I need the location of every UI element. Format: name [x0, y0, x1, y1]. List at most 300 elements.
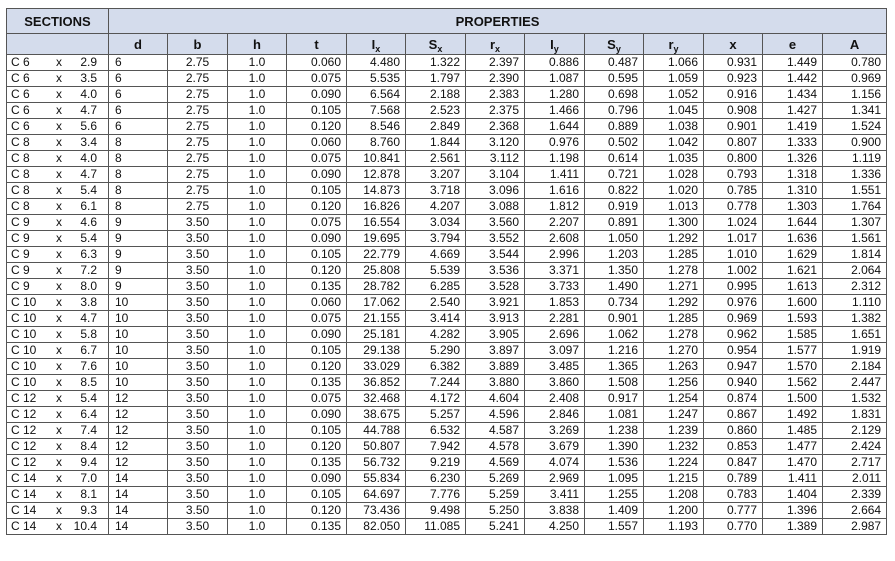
property-cell: 0.919 — [585, 199, 644, 215]
property-cell: 4.172 — [406, 391, 466, 407]
property-cell: 0.800 — [704, 151, 763, 167]
property-cell: 2.696 — [525, 327, 585, 343]
section-cell — [7, 135, 109, 151]
property-cell: 1.492 — [763, 407, 823, 423]
property-cell: 0.860 — [704, 423, 763, 439]
property-cell: 10 — [109, 311, 168, 327]
property-cell: 3.905 — [466, 327, 525, 343]
property-cell: 1.119 — [823, 151, 887, 167]
section-weight: 6.4 — [80, 407, 97, 421]
property-cell: 1.365 — [585, 359, 644, 375]
property-cell: 1.271 — [644, 279, 704, 295]
property-cell: 2.368 — [466, 119, 525, 135]
property-cell: 2.129 — [823, 423, 887, 439]
property-cell: 0.917 — [585, 391, 644, 407]
property-cell: 1.644 — [763, 215, 823, 231]
property-cell: 1.0 — [228, 439, 287, 455]
property-cell: 2.561 — [406, 151, 466, 167]
section-x-separator: x — [56, 311, 62, 325]
property-cell: 1.466 — [525, 103, 585, 119]
column-header — [228, 34, 287, 55]
section-weight: 4.6 — [80, 215, 97, 229]
property-cell: 1.797 — [406, 71, 466, 87]
section-designation: C 6 — [11, 87, 30, 101]
property-cell: 1.389 — [763, 519, 823, 535]
property-cell: 1.270 — [644, 343, 704, 359]
property-cell: 2.408 — [525, 391, 585, 407]
section-x-separator: x — [56, 87, 62, 101]
property-cell: 0.770 — [704, 519, 763, 535]
property-cell: 4.569 — [466, 455, 525, 471]
property-cell: 1.449 — [763, 55, 823, 71]
property-cell: 1.651 — [823, 327, 887, 343]
column-header — [644, 34, 704, 55]
property-cell: 1.0 — [228, 343, 287, 359]
property-cell: 4.604 — [466, 391, 525, 407]
property-cell: 4.596 — [466, 407, 525, 423]
section-designation: C 12 — [11, 423, 37, 437]
property-cell: 3.50 — [168, 407, 228, 423]
property-cell: 1.0 — [228, 119, 287, 135]
property-cell: 64.697 — [347, 487, 406, 503]
property-cell: 1.532 — [823, 391, 887, 407]
property-cell: 10 — [109, 295, 168, 311]
property-cell: 3.112 — [466, 151, 525, 167]
property-cell: 3.104 — [466, 167, 525, 183]
section-x-separator: x — [56, 343, 62, 357]
property-cell: 2.969 — [525, 471, 585, 487]
section-designation: C 10 — [11, 375, 37, 389]
property-cell: 1.0 — [228, 199, 287, 215]
property-cell: 1.427 — [763, 103, 823, 119]
property-cell: 3.560 — [466, 215, 525, 231]
table-row — [7, 407, 887, 423]
property-cell: 12 — [109, 455, 168, 471]
property-cell: 3.880 — [466, 375, 525, 391]
property-cell: 1.0 — [228, 103, 287, 119]
table-row — [7, 391, 887, 407]
property-cell: 5.250 — [466, 503, 525, 519]
column-header-symbol: e — [788, 36, 797, 52]
property-cell: 12 — [109, 407, 168, 423]
property-cell: 3.50 — [168, 359, 228, 375]
property-cell: 2.75 — [168, 199, 228, 215]
property-cell: 0.060 — [287, 295, 347, 311]
section-x-separator: x — [56, 407, 62, 421]
section-x-separator: x — [56, 519, 62, 533]
property-cell: 10 — [109, 327, 168, 343]
section-x-separator: x — [56, 119, 62, 133]
property-cell: 11.085 — [406, 519, 466, 535]
section-x-separator: x — [56, 359, 62, 373]
section-cell — [7, 423, 109, 439]
property-cell: 1.0 — [228, 375, 287, 391]
column-header-symbol: t — [314, 36, 319, 52]
property-cell: 1.561 — [823, 231, 887, 247]
property-cell: 0.874 — [704, 391, 763, 407]
property-cell: 4.282 — [406, 327, 466, 343]
property-cell: 3.552 — [466, 231, 525, 247]
property-cell: 1.017 — [704, 231, 763, 247]
property-cell: 4.480 — [347, 55, 406, 71]
property-cell: 3.528 — [466, 279, 525, 295]
section-designation: C 14 — [11, 503, 37, 517]
property-cell: 1.278 — [644, 263, 704, 279]
property-cell: 3.50 — [168, 519, 228, 535]
property-cell: 0.976 — [525, 135, 585, 151]
property-cell: 9 — [109, 215, 168, 231]
table-row — [7, 231, 887, 247]
property-cell: 1.042 — [644, 135, 704, 151]
property-cell: 1.396 — [763, 503, 823, 519]
property-cell: 2.011 — [823, 471, 887, 487]
property-cell: 0.785 — [704, 183, 763, 199]
property-cell: 1.303 — [763, 199, 823, 215]
section-cell — [7, 471, 109, 487]
property-cell: 5.535 — [347, 71, 406, 87]
property-cell: 1.0 — [228, 215, 287, 231]
property-cell: 0.090 — [287, 471, 347, 487]
section-weight: 4.7 — [80, 103, 97, 117]
property-cell: 0.853 — [704, 439, 763, 455]
property-cell: 1.593 — [763, 311, 823, 327]
property-cell: 1.247 — [644, 407, 704, 423]
property-cell: 19.695 — [347, 231, 406, 247]
property-cell: 0.075 — [287, 71, 347, 87]
section-weight: 5.4 — [80, 183, 97, 197]
property-cell: 0.105 — [287, 343, 347, 359]
property-cell: 0.614 — [585, 151, 644, 167]
section-designation: C 6 — [11, 55, 30, 69]
property-cell: 1.333 — [763, 135, 823, 151]
property-cell: 1.764 — [823, 199, 887, 215]
property-cell: 0.916 — [704, 87, 763, 103]
section-cell — [7, 199, 109, 215]
property-cell: 0.734 — [585, 295, 644, 311]
property-cell: 9 — [109, 247, 168, 263]
property-cell: 1.524 — [823, 119, 887, 135]
table-row — [7, 215, 887, 231]
section-x-separator: x — [56, 423, 62, 437]
property-cell: 1.853 — [525, 295, 585, 311]
property-cell: 5.241 — [466, 519, 525, 535]
property-cell: 14 — [109, 519, 168, 535]
property-cell: 0.120 — [287, 503, 347, 519]
property-cell: 0.969 — [823, 71, 887, 87]
property-cell: 1.0 — [228, 471, 287, 487]
property-cell: 1.208 — [644, 487, 704, 503]
section-designation: C 6 — [11, 119, 30, 133]
property-cell: 1.0 — [228, 135, 287, 151]
property-cell: 16.826 — [347, 199, 406, 215]
table-row — [7, 471, 887, 487]
property-cell: 1.239 — [644, 423, 704, 439]
property-cell: 2.383 — [466, 87, 525, 103]
section-designation: C 6 — [11, 71, 30, 85]
property-cell: 0.976 — [704, 295, 763, 311]
property-cell: 3.50 — [168, 487, 228, 503]
property-cell: 3.120 — [466, 135, 525, 151]
section-cell — [7, 407, 109, 423]
property-cell: 16.554 — [347, 215, 406, 231]
property-cell: 1.095 — [585, 471, 644, 487]
property-cell: 14 — [109, 503, 168, 519]
section-cell — [7, 503, 109, 519]
property-cell: 0.698 — [585, 87, 644, 103]
property-cell: 1.0 — [228, 503, 287, 519]
section-x-separator: x — [56, 151, 62, 165]
property-cell: 0.777 — [704, 503, 763, 519]
property-cell: 1.0 — [228, 247, 287, 263]
property-cell: 2.75 — [168, 55, 228, 71]
property-cell: 22.779 — [347, 247, 406, 263]
property-cell: 9 — [109, 263, 168, 279]
table-row — [7, 359, 887, 375]
section-cell — [7, 311, 109, 327]
property-cell: 0.900 — [823, 135, 887, 151]
property-cell: 1.0 — [228, 71, 287, 87]
properties-header: PROPERTIES — [109, 9, 887, 34]
property-cell: 1.285 — [644, 311, 704, 327]
section-designation: C 12 — [11, 391, 37, 405]
section-cell — [7, 327, 109, 343]
property-cell: 1.322 — [406, 55, 466, 71]
property-cell: 6.532 — [406, 423, 466, 439]
section-designation: C 10 — [11, 343, 37, 357]
section-designation: C 12 — [11, 439, 37, 453]
property-cell: 3.485 — [525, 359, 585, 375]
property-cell: 1.419 — [763, 119, 823, 135]
property-cell: 2.75 — [168, 71, 228, 87]
property-cell: 14 — [109, 487, 168, 503]
column-header-symbol: I — [550, 36, 554, 52]
section-weight: 9.4 — [80, 455, 97, 469]
property-cell: 0.105 — [287, 183, 347, 199]
section-properties-table — [6, 8, 887, 535]
section-weight: 5.4 — [80, 391, 97, 405]
property-cell: 10 — [109, 359, 168, 375]
column-header-symbol: d — [134, 36, 142, 52]
table-row — [7, 263, 887, 279]
property-cell: 2.75 — [168, 151, 228, 167]
column-header-symbol: r — [668, 36, 674, 52]
property-cell: 1.0 — [228, 263, 287, 279]
property-cell: 2.75 — [168, 103, 228, 119]
column-header — [466, 34, 525, 55]
property-cell: 1.0 — [228, 487, 287, 503]
property-cell: 29.138 — [347, 343, 406, 359]
property-cell: 32.468 — [347, 391, 406, 407]
property-cell: 0.090 — [287, 231, 347, 247]
sections-header: SECTIONS — [7, 9, 109, 34]
property-cell: 2.608 — [525, 231, 585, 247]
column-header-subscript: y — [615, 43, 621, 54]
column-header — [823, 34, 887, 55]
property-cell: 3.50 — [168, 215, 228, 231]
section-weight: 10.4 — [73, 519, 97, 533]
section-designation: C 12 — [11, 407, 37, 421]
property-cell: 12 — [109, 391, 168, 407]
property-cell: 1.254 — [644, 391, 704, 407]
column-header-symbol: S — [428, 36, 438, 52]
section-cell — [7, 519, 109, 535]
property-cell: 0.940 — [704, 375, 763, 391]
property-cell: 1.002 — [704, 263, 763, 279]
property-cell: 1.028 — [644, 167, 704, 183]
property-cell: 0.075 — [287, 151, 347, 167]
property-cell: 1.485 — [763, 423, 823, 439]
property-cell: 1.0 — [228, 455, 287, 471]
property-cell: 3.50 — [168, 279, 228, 295]
property-cell: 9.498 — [406, 503, 466, 519]
section-weight: 3.8 — [80, 295, 97, 309]
property-cell: 1.110 — [823, 295, 887, 311]
property-cell: 1.238 — [585, 423, 644, 439]
section-cell — [7, 263, 109, 279]
property-cell: 3.411 — [525, 487, 585, 503]
property-cell: 7.244 — [406, 375, 466, 391]
property-cell: 2.846 — [525, 407, 585, 423]
column-header-row — [7, 34, 887, 55]
property-cell: 1.215 — [644, 471, 704, 487]
property-cell: 1.255 — [585, 487, 644, 503]
column-header-subscript: x — [437, 43, 443, 54]
column-header — [406, 34, 466, 55]
property-cell: 3.536 — [466, 263, 525, 279]
section-cell — [7, 439, 109, 455]
property-cell: 8 — [109, 151, 168, 167]
property-cell: 0.923 — [704, 71, 763, 87]
property-cell: 8 — [109, 199, 168, 215]
column-header — [704, 34, 763, 55]
property-cell: 33.029 — [347, 359, 406, 375]
property-cell: 0.135 — [287, 375, 347, 391]
property-cell: 1.050 — [585, 231, 644, 247]
property-cell: 2.75 — [168, 119, 228, 135]
section-x-separator: x — [56, 215, 62, 229]
property-cell: 0.105 — [287, 487, 347, 503]
property-cell: 1.577 — [763, 343, 823, 359]
column-header — [525, 34, 585, 55]
section-cell — [7, 247, 109, 263]
property-cell: 1.062 — [585, 327, 644, 343]
property-cell: 6 — [109, 103, 168, 119]
property-cell: 1.409 — [585, 503, 644, 519]
property-cell: 1.0 — [228, 87, 287, 103]
property-cell: 1.087 — [525, 71, 585, 87]
section-x-separator: x — [56, 279, 62, 293]
property-cell: 2.664 — [823, 503, 887, 519]
table-row — [7, 455, 887, 471]
section-designation: C 14 — [11, 471, 37, 485]
property-cell: 0.135 — [287, 279, 347, 295]
section-weight: 8.0 — [80, 279, 97, 293]
property-cell: 2.717 — [823, 455, 887, 471]
section-cell — [7, 71, 109, 87]
property-cell: 2.281 — [525, 311, 585, 327]
property-cell: 1.278 — [644, 327, 704, 343]
property-cell: 0.901 — [585, 311, 644, 327]
section-designation: C 9 — [11, 263, 30, 277]
property-cell: 1.814 — [823, 247, 887, 263]
sections-subheader-empty — [7, 34, 109, 55]
property-cell: 12.878 — [347, 167, 406, 183]
property-cell: 3.414 — [406, 311, 466, 327]
property-cell: 0.793 — [704, 167, 763, 183]
property-cell: 3.679 — [525, 439, 585, 455]
property-cell: 1.562 — [763, 375, 823, 391]
property-cell: 8 — [109, 135, 168, 151]
property-cell: 3.50 — [168, 375, 228, 391]
section-designation: C 9 — [11, 247, 30, 261]
property-cell: 3.921 — [466, 295, 525, 311]
section-weight: 6.3 — [80, 247, 97, 261]
property-cell: 1.557 — [585, 519, 644, 535]
section-x-separator: x — [56, 71, 62, 85]
property-cell: 6.285 — [406, 279, 466, 295]
section-cell — [7, 279, 109, 295]
property-cell: 1.203 — [585, 247, 644, 263]
property-cell: 12 — [109, 423, 168, 439]
property-cell: 1.336 — [823, 167, 887, 183]
property-cell: 4.207 — [406, 199, 466, 215]
property-cell: 2.447 — [823, 375, 887, 391]
property-cell: 3.718 — [406, 183, 466, 199]
column-header — [585, 34, 644, 55]
property-cell: 1.0 — [228, 327, 287, 343]
property-cell: 1.052 — [644, 87, 704, 103]
property-cell: 6.230 — [406, 471, 466, 487]
property-cell: 4.074 — [525, 455, 585, 471]
property-cell: 1.256 — [644, 375, 704, 391]
property-cell: 1.831 — [823, 407, 887, 423]
property-cell: 1.059 — [644, 71, 704, 87]
section-designation: C 10 — [11, 359, 37, 373]
property-cell: 7.568 — [347, 103, 406, 119]
property-cell: 1.636 — [763, 231, 823, 247]
property-cell: 1.585 — [763, 327, 823, 343]
property-cell: 0.847 — [704, 455, 763, 471]
property-cell: 1.0 — [228, 55, 287, 71]
property-cell: 0.090 — [287, 407, 347, 423]
property-cell: 1.224 — [644, 455, 704, 471]
property-cell: 0.075 — [287, 215, 347, 231]
property-cell: 0.969 — [704, 311, 763, 327]
section-x-separator: x — [56, 247, 62, 261]
property-cell: 3.50 — [168, 295, 228, 311]
section-designation: C 10 — [11, 295, 37, 309]
property-cell: 1.263 — [644, 359, 704, 375]
section-cell — [7, 215, 109, 231]
section-designation: C 8 — [11, 135, 30, 149]
property-cell: 17.062 — [347, 295, 406, 311]
section-designation: C 14 — [11, 519, 37, 533]
section-cell — [7, 295, 109, 311]
property-cell: 1.156 — [823, 87, 887, 103]
property-cell: 6.382 — [406, 359, 466, 375]
property-cell: 0.120 — [287, 263, 347, 279]
property-cell: 1.390 — [585, 439, 644, 455]
property-cell: 0.090 — [287, 87, 347, 103]
table-row — [7, 183, 887, 199]
property-cell: 55.834 — [347, 471, 406, 487]
property-cell: 6 — [109, 71, 168, 87]
table-row — [7, 327, 887, 343]
property-cell: 9 — [109, 279, 168, 295]
property-cell: 3.088 — [466, 199, 525, 215]
property-cell: 0.931 — [704, 55, 763, 71]
property-cell: 0.120 — [287, 119, 347, 135]
